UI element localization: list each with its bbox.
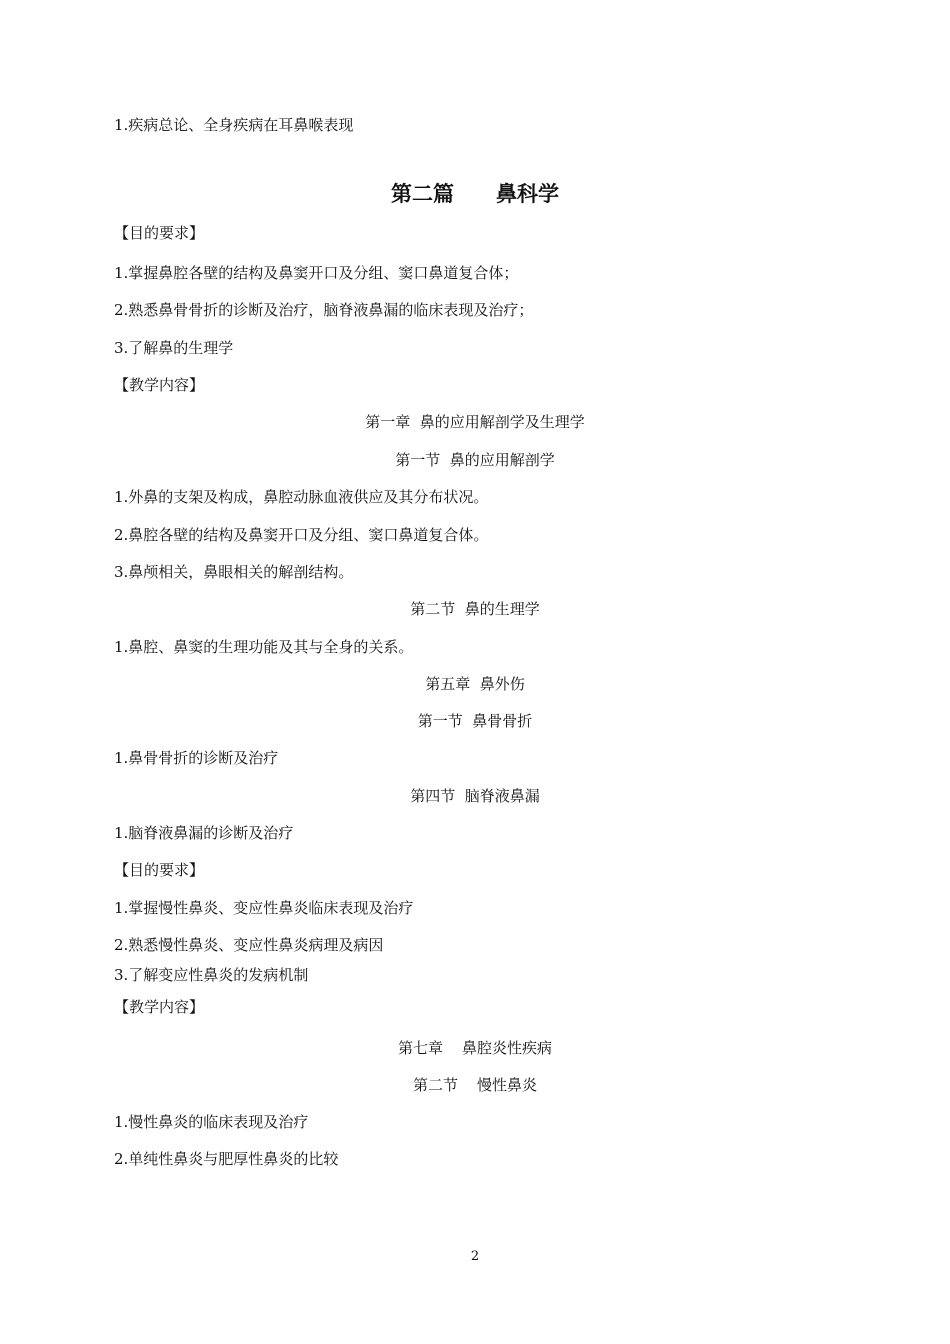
subsection-heading: 第一节 鼻的应用解剖学 — [395, 451, 555, 469]
text-line: 1.疾病总论、全身疾病在耳鼻喉表现 — [114, 116, 354, 134]
text-line: 2.熟悉慢性鼻炎、变应性鼻炎病理及病因 — [114, 936, 384, 954]
section-heading: 【目的要求】 — [114, 861, 205, 879]
text-line: 3.了解变应性鼻炎的发病机制 — [114, 966, 309, 984]
section-heading: 【教学内容】 — [114, 376, 205, 394]
text-line: 1.鼻骨骨折的诊断及治疗 — [114, 749, 279, 767]
page-number: 2 — [470, 1249, 480, 1264]
part-title: 第二篇 鼻科学 — [391, 181, 559, 206]
text-line: 2.熟悉鼻骨骨折的诊断及治疗，脑脊液鼻漏的临床表现及治疗； — [114, 301, 534, 319]
subsection-heading: 第四节 脑脊液鼻漏 — [410, 787, 540, 805]
chapter-heading: 第五章 鼻外伤 — [425, 675, 525, 693]
text-line: 1.外鼻的支架及构成，鼻腔动脉血液供应及其分布状况。 — [114, 488, 489, 506]
text-line: 2.单纯性鼻炎与肥厚性鼻炎的比较 — [114, 1150, 339, 1168]
text-line: 1.慢性鼻炎的临床表现及治疗 — [114, 1113, 309, 1131]
chapter-heading: 第一章 鼻的应用解剖学及生理学 — [365, 413, 585, 431]
subsection-heading: 第一节 鼻骨骨折 — [417, 712, 533, 730]
text-line: 1.脑脊液鼻漏的诊断及治疗 — [114, 824, 294, 842]
text-line: 1.鼻腔、鼻窦的生理功能及其与全身的关系。 — [114, 638, 414, 656]
subsection-heading: 第二节 鼻的生理学 — [410, 600, 540, 618]
text-line: 3.了解鼻的生理学 — [114, 339, 234, 357]
text-line: 1.掌握鼻腔各壁的结构及鼻窦开口及分组、窦口鼻道复合体； — [114, 264, 519, 282]
text-line: 3.鼻颅相关，鼻眼相关的解剖结构。 — [114, 563, 354, 581]
section-heading: 【目的要求】 — [114, 224, 205, 242]
chapter-heading: 第七章 鼻腔炎性疾病 — [397, 1039, 553, 1057]
section-heading: 【教学内容】 — [114, 998, 205, 1016]
text-line: 2.鼻腔各壁的结构及鼻窦开口及分组、窦口鼻道复合体。 — [114, 526, 489, 544]
text-line: 1.掌握慢性鼻炎、变应性鼻炎临床表现及治疗 — [114, 899, 414, 917]
subsection-heading: 第二节 慢性鼻炎 — [412, 1076, 538, 1094]
